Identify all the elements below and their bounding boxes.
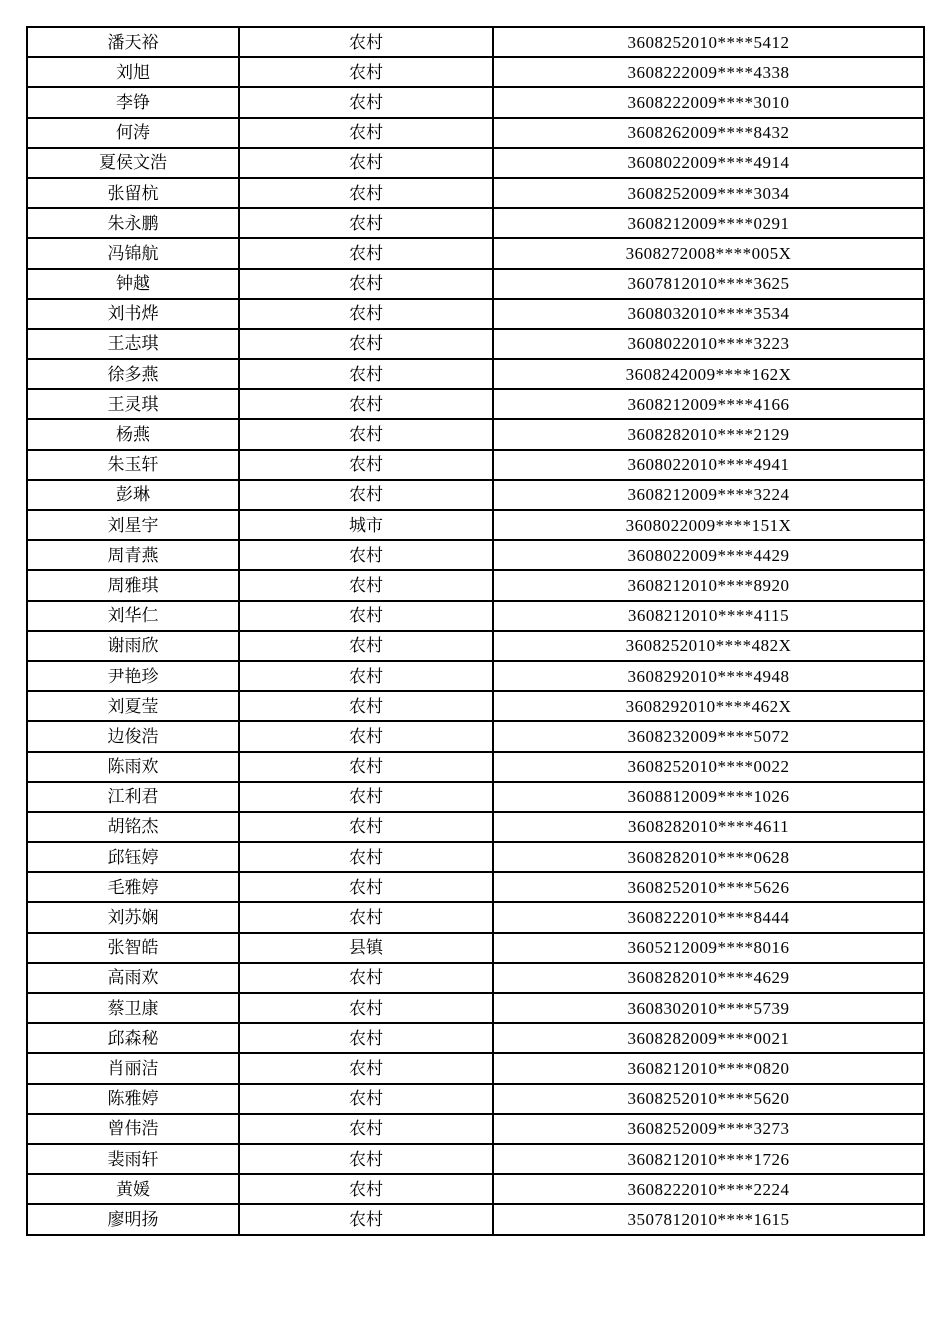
table-row — [27, 450, 924, 480]
name-cell: 陈雅婷 — [27, 1084, 239, 1114]
id-number-cell: 3608232009****5072 — [493, 721, 924, 751]
name-cell: 徐多燕 — [27, 359, 239, 389]
id-number-cell: 3608252010****0022 — [493, 752, 924, 782]
id-number-cell: 3608022009****4429 — [493, 540, 924, 570]
table-row — [27, 480, 924, 510]
id-number-cell: 3608212009****3224 — [493, 480, 924, 510]
name-cell: 曾伟浩 — [27, 1114, 239, 1144]
category-cell: 农村 — [239, 661, 493, 691]
id-number-cell: 3608252010****5620 — [493, 1084, 924, 1114]
name-cell: 高雨欢 — [27, 963, 239, 993]
table-row — [27, 691, 924, 721]
name-cell: 刘夏莹 — [27, 691, 239, 721]
name-cell: 冯锦航 — [27, 238, 239, 268]
category-cell: 农村 — [239, 963, 493, 993]
category-cell: 农村 — [239, 721, 493, 751]
category-cell: 农村 — [239, 269, 493, 299]
category-cell: 农村 — [239, 480, 493, 510]
table-row — [27, 933, 924, 963]
category-cell: 农村 — [239, 238, 493, 268]
id-number-cell: 3608022010****3223 — [493, 329, 924, 359]
id-number-cell: 3608812009****1026 — [493, 782, 924, 812]
name-cell: 毛雅婷 — [27, 872, 239, 902]
id-number-cell: 3608252009****3034 — [493, 178, 924, 208]
table-row — [27, 631, 924, 661]
name-cell: 何涛 — [27, 118, 239, 148]
table-row — [27, 1114, 924, 1144]
name-cell: 周雅琪 — [27, 570, 239, 600]
category-cell: 农村 — [239, 1023, 493, 1053]
name-cell: 朱玉轩 — [27, 450, 239, 480]
category-cell: 农村 — [239, 782, 493, 812]
name-cell: 陈雨欢 — [27, 752, 239, 782]
category-cell: 农村 — [239, 691, 493, 721]
table-row — [27, 1023, 924, 1053]
name-cell: 胡铭杰 — [27, 812, 239, 842]
category-cell: 县镇 — [239, 933, 493, 963]
table-row — [27, 570, 924, 600]
category-cell: 农村 — [239, 1174, 493, 1204]
category-cell: 农村 — [239, 631, 493, 661]
table-row — [27, 57, 924, 87]
category-cell: 农村 — [239, 299, 493, 329]
name-cell: 李铮 — [27, 87, 239, 117]
id-number-cell: 3608242009****162X — [493, 359, 924, 389]
category-cell: 农村 — [239, 1204, 493, 1234]
category-cell: 农村 — [239, 601, 493, 631]
name-cell: 王灵琪 — [27, 389, 239, 419]
table-row — [27, 752, 924, 782]
table-row — [27, 842, 924, 872]
category-cell: 农村 — [239, 842, 493, 872]
category-cell: 农村 — [239, 872, 493, 902]
table-row — [27, 238, 924, 268]
name-cell: 刘旭 — [27, 57, 239, 87]
id-number-cell: 3607812010****3625 — [493, 269, 924, 299]
category-cell: 农村 — [239, 419, 493, 449]
table-row — [27, 148, 924, 178]
id-number-cell: 3608222010****8444 — [493, 902, 924, 932]
table-row — [27, 389, 924, 419]
id-number-cell: 3608032010****3534 — [493, 299, 924, 329]
name-cell: 朱永鹏 — [27, 208, 239, 238]
id-number-cell: 3608292010****462X — [493, 691, 924, 721]
category-cell: 农村 — [239, 1114, 493, 1144]
name-cell: 张智皓 — [27, 933, 239, 963]
category-cell: 农村 — [239, 359, 493, 389]
table-row — [27, 1204, 924, 1234]
category-cell: 农村 — [239, 540, 493, 570]
category-cell: 农村 — [239, 450, 493, 480]
id-number-cell: 3608222009****3010 — [493, 87, 924, 117]
name-cell: 江利君 — [27, 782, 239, 812]
table-row — [27, 419, 924, 449]
category-cell: 农村 — [239, 1053, 493, 1083]
name-cell: 杨燕 — [27, 419, 239, 449]
id-number-cell: 3608272008****005X — [493, 238, 924, 268]
name-cell: 潘天裕 — [27, 27, 239, 57]
id-number-cell: 3507812010****1615 — [493, 1204, 924, 1234]
category-cell: 农村 — [239, 1084, 493, 1114]
table-row — [27, 329, 924, 359]
table-row — [27, 872, 924, 902]
name-cell: 蔡卫康 — [27, 993, 239, 1023]
id-number-cell: 3608262009****8432 — [493, 118, 924, 148]
table-row — [27, 510, 924, 540]
table-row — [27, 208, 924, 238]
id-number-cell: 3608252010****5626 — [493, 872, 924, 902]
category-cell: 农村 — [239, 389, 493, 419]
id-number-cell: 3608282010****0628 — [493, 842, 924, 872]
table-row — [27, 1144, 924, 1174]
roster-table-body — [27, 27, 924, 1235]
id-number-cell: 3608282010****4629 — [493, 963, 924, 993]
table-row — [27, 540, 924, 570]
name-cell: 王志琪 — [27, 329, 239, 359]
category-cell: 农村 — [239, 812, 493, 842]
category-cell: 农村 — [239, 118, 493, 148]
name-cell: 夏侯文浩 — [27, 148, 239, 178]
roster-table — [26, 26, 925, 1236]
name-cell: 刘华仁 — [27, 601, 239, 631]
table-row — [27, 87, 924, 117]
table-row — [27, 812, 924, 842]
id-number-cell: 3608252010****482X — [493, 631, 924, 661]
id-number-cell: 3608022009****4914 — [493, 148, 924, 178]
id-number-cell: 3608212010****4115 — [493, 601, 924, 631]
id-number-cell: 3608252010****5412 — [493, 27, 924, 57]
category-cell: 农村 — [239, 57, 493, 87]
category-cell: 农村 — [239, 570, 493, 600]
id-number-cell: 3608222009****4338 — [493, 57, 924, 87]
name-cell: 刘苏娴 — [27, 902, 239, 932]
category-cell: 农村 — [239, 993, 493, 1023]
table-row — [27, 269, 924, 299]
name-cell: 尹艳珍 — [27, 661, 239, 691]
category-cell: 农村 — [239, 208, 493, 238]
category-cell: 农村 — [239, 752, 493, 782]
table-row — [27, 1174, 924, 1204]
table-row — [27, 993, 924, 1023]
name-cell: 彭琳 — [27, 480, 239, 510]
category-cell: 农村 — [239, 329, 493, 359]
name-cell: 黄媛 — [27, 1174, 239, 1204]
id-number-cell: 3608022010****4941 — [493, 450, 924, 480]
category-cell: 农村 — [239, 1144, 493, 1174]
name-cell: 张留杭 — [27, 178, 239, 208]
id-number-cell: 3605212009****8016 — [493, 933, 924, 963]
table-row — [27, 721, 924, 751]
name-cell: 刘星宇 — [27, 510, 239, 540]
id-number-cell: 3608212010****0820 — [493, 1053, 924, 1083]
id-number-cell: 3608212009****0291 — [493, 208, 924, 238]
id-number-cell: 3608282009****0021 — [493, 1023, 924, 1053]
table-row — [27, 118, 924, 148]
name-cell: 肖丽洁 — [27, 1053, 239, 1083]
table-row — [27, 359, 924, 389]
name-cell: 裴雨轩 — [27, 1144, 239, 1174]
id-number-cell: 3608292010****4948 — [493, 661, 924, 691]
category-cell: 农村 — [239, 87, 493, 117]
id-number-cell: 3608282010****2129 — [493, 419, 924, 449]
name-cell: 周青燕 — [27, 540, 239, 570]
category-cell: 农村 — [239, 148, 493, 178]
id-number-cell: 3608212009****4166 — [493, 389, 924, 419]
table-row — [27, 1084, 924, 1114]
name-cell: 刘书烨 — [27, 299, 239, 329]
id-number-cell: 3608022009****151X — [493, 510, 924, 540]
table-row — [27, 299, 924, 329]
table-row — [27, 902, 924, 932]
id-number-cell: 3608222010****2224 — [493, 1174, 924, 1204]
category-cell: 农村 — [239, 178, 493, 208]
name-cell: 邱钰婷 — [27, 842, 239, 872]
id-number-cell: 3608252009****3273 — [493, 1114, 924, 1144]
id-number-cell: 3608282010****4611 — [493, 812, 924, 842]
table-row — [27, 963, 924, 993]
table-row — [27, 178, 924, 208]
table-row — [27, 601, 924, 631]
category-cell: 农村 — [239, 902, 493, 932]
table-row — [27, 661, 924, 691]
category-cell: 农村 — [239, 27, 493, 57]
id-number-cell: 3608212010****1726 — [493, 1144, 924, 1174]
name-cell: 谢雨欣 — [27, 631, 239, 661]
table-row — [27, 782, 924, 812]
id-number-cell: 3608212010****8920 — [493, 570, 924, 600]
table-row — [27, 1053, 924, 1083]
name-cell: 边俊浩 — [27, 721, 239, 751]
category-cell: 城市 — [239, 510, 493, 540]
name-cell: 钟越 — [27, 269, 239, 299]
name-cell: 廖明扬 — [27, 1204, 239, 1234]
id-number-cell: 3608302010****5739 — [493, 993, 924, 1023]
name-cell: 邱森秘 — [27, 1023, 239, 1053]
table-row — [27, 27, 924, 57]
